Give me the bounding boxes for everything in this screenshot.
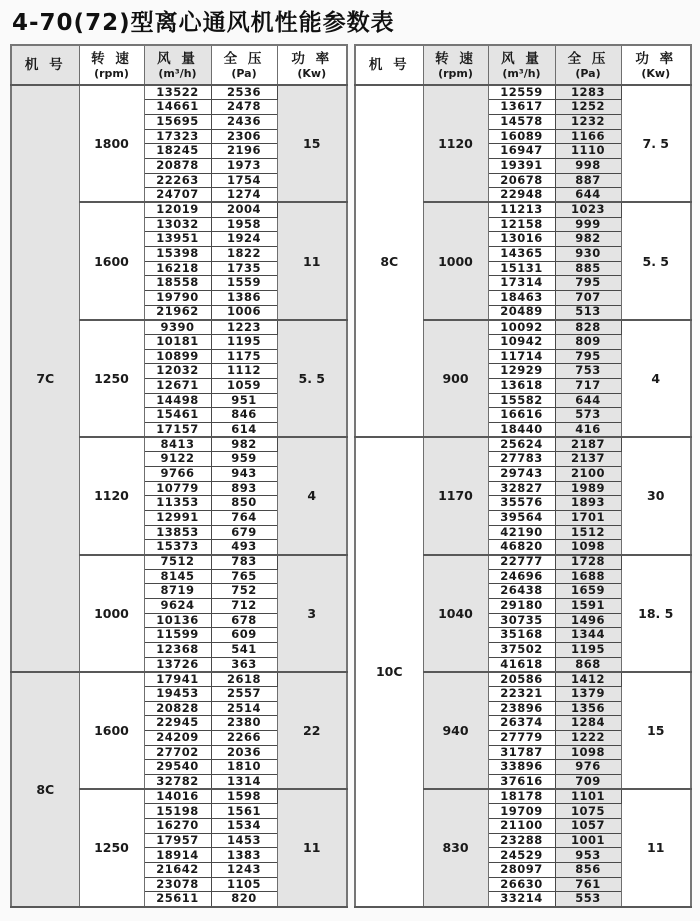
pressure-cell: 2478 [211,100,277,115]
pressure-cell: 1924 [211,232,277,247]
pressure-cell: 1284 [555,716,621,731]
pressure-cell: 1195 [555,643,621,658]
airflow-cell: 20489 [488,305,555,320]
airflow-cell: 11714 [488,349,555,364]
airflow-cell: 24209 [144,731,211,746]
pressure-cell: 795 [555,349,621,364]
pressure-cell: 1243 [211,863,277,878]
rpm-cell: 1250 [79,789,144,906]
pressure-cell: 856 [555,863,621,878]
pressure-cell: 893 [211,481,277,496]
airflow-cell: 8145 [144,569,211,584]
airflow-cell: 19709 [488,804,555,819]
pressure-cell: 951 [211,393,277,408]
pressure-cell: 1754 [211,173,277,188]
airflow-cell: 13853 [144,525,211,540]
airflow-cell: 27779 [488,731,555,746]
pressure-cell: 998 [555,158,621,173]
airflow-cell: 15695 [144,114,211,129]
pressure-cell: 1412 [555,672,621,687]
airflow-cell: 12991 [144,510,211,525]
airflow-cell: 13951 [144,232,211,247]
airflow-cell: 33214 [488,892,555,907]
header-model [355,45,423,85]
airflow-cell: 23288 [488,833,555,848]
power-cell: 11 [277,202,347,319]
pressure-cell: 644 [555,188,621,203]
airflow-cell: 22777 [488,555,555,570]
pressure-cell: 1314 [211,775,277,790]
airflow-cell: 29743 [488,466,555,481]
power-cell: 22 [277,672,347,789]
airflow-cell: 22948 [488,188,555,203]
model-cell: 7C [11,85,79,672]
pressure-cell: 1659 [555,584,621,599]
pressure-cell: 850 [211,496,277,511]
pressure-cell: 1379 [555,687,621,702]
airflow-cell: 12032 [144,364,211,379]
airflow-cell: 17323 [144,129,211,144]
pressure-cell: 930 [555,246,621,261]
power-cell: 5. 5 [621,202,691,319]
pressure-cell: 820 [211,892,277,907]
airflow-cell: 18178 [488,789,555,804]
pressure-cell: 1232 [555,114,621,129]
airflow-cell: 9390 [144,320,211,335]
pressure-cell: 1283 [555,85,621,100]
airflow-cell: 24696 [488,569,555,584]
airflow-cell: 27783 [488,452,555,467]
model-cell: 8C [11,672,79,907]
pressure-cell: 493 [211,540,277,555]
pressure-cell: 1059 [211,378,277,393]
airflow-cell: 35576 [488,496,555,511]
rpm-cell: 1600 [79,672,144,789]
pressure-cell: 644 [555,393,621,408]
pressure-cell: 1223 [211,320,277,335]
pressure-cell: 1810 [211,760,277,775]
airflow-cell: 14016 [144,789,211,804]
airflow-cell: 17941 [144,672,211,687]
pressure-cell: 2196 [211,144,277,159]
header-pressure [555,45,621,85]
airflow-cell: 18558 [144,276,211,291]
pressure-cell: 1175 [211,349,277,364]
airflow-cell: 15461 [144,408,211,423]
header-model-label: 机 号 [24,56,66,73]
pressure-cell: 1101 [555,789,621,804]
pressure-cell: 1006 [211,305,277,320]
pressure-cell: 1386 [211,290,277,305]
airflow-cell: 10779 [144,481,211,496]
airflow-cell: 12368 [144,643,211,658]
pressure-cell: 1166 [555,129,621,144]
pressure-cell: 416 [555,422,621,437]
power-cell: 3 [277,555,347,672]
header-pressure-label: 全 压 [223,51,265,68]
power-cell: 15 [621,672,691,789]
airflow-cell: 39564 [488,510,555,525]
pressure-cell: 2100 [555,466,621,481]
header-rpm [423,45,488,85]
pressure-cell: 1591 [555,599,621,614]
airflow-cell: 29180 [488,599,555,614]
header-airflow-unit: (m³/h) [158,66,197,80]
header-airflow [488,45,555,85]
header-rpm-label: 转 速 [435,51,476,68]
page-title: 4-70(72)型离心通风机性能参数表 [12,10,395,36]
airflow-cell: 23078 [144,877,211,892]
pressure-cell: 1098 [555,540,621,555]
airflow-cell: 22321 [488,687,555,702]
pressure-cell: 1252 [555,100,621,115]
power-cell: 4 [277,437,347,554]
pressure-cell: 982 [211,437,277,452]
pressure-cell: 2380 [211,716,277,731]
airflow-cell: 22263 [144,173,211,188]
header-airflow-label: 风 量 [157,51,198,68]
performance-table-left [10,44,348,908]
airflow-cell: 16218 [144,261,211,276]
airflow-cell: 10136 [144,613,211,628]
airflow-cell: 13618 [488,378,555,393]
pressure-cell: 363 [211,657,277,672]
pressure-cell: 887 [555,173,621,188]
airflow-cell: 31787 [488,745,555,760]
pressure-cell: 1098 [555,745,621,760]
pressure-cell: 712 [211,599,277,614]
pressure-cell: 1356 [555,701,621,716]
pressure-cell: 1057 [555,819,621,834]
pressure-cell: 2436 [211,114,277,129]
airflow-cell: 26438 [488,584,555,599]
header-power-label: 功 率 [291,51,333,68]
pressure-cell: 1274 [211,188,277,203]
rpm-cell: 900 [423,320,488,437]
airflow-cell: 19453 [144,687,211,702]
pressure-cell: 1822 [211,246,277,261]
airflow-cell: 30735 [488,613,555,628]
pressure-cell: 609 [211,628,277,643]
rpm-cell: 830 [423,789,488,906]
power-cell: 30 [621,437,691,554]
rpm-cell: 1000 [423,202,488,319]
airflow-cell: 24707 [144,188,211,203]
header-power-label: 功 率 [635,51,677,68]
airflow-cell: 37616 [488,775,555,790]
pressure-cell: 976 [555,760,621,775]
airflow-cell: 15131 [488,261,555,276]
pressure-cell: 2266 [211,731,277,746]
airflow-cell: 21100 [488,819,555,834]
airflow-cell: 13522 [144,85,211,100]
pressure-cell: 1453 [211,833,277,848]
pressure-cell: 953 [555,848,621,863]
airflow-cell: 10092 [488,320,555,335]
airflow-cell: 21642 [144,863,211,878]
airflow-cell: 15198 [144,804,211,819]
pressure-cell: 709 [555,775,621,790]
airflow-cell: 26630 [488,877,555,892]
pressure-cell: 2036 [211,745,277,760]
power-cell: 15 [277,85,347,202]
airflow-cell: 19391 [488,158,555,173]
pressure-cell: 1688 [555,569,621,584]
pressure-cell: 1728 [555,555,621,570]
rpm-cell: 1040 [423,555,488,672]
airflow-cell: 12559 [488,85,555,100]
pressure-cell: 1383 [211,848,277,863]
pressure-cell: 707 [555,290,621,305]
airflow-cell: 8413 [144,437,211,452]
pressure-cell: 809 [555,334,621,349]
airflow-cell: 8719 [144,584,211,599]
pressure-cell: 2618 [211,672,277,687]
pressure-cell: 1989 [555,481,621,496]
pressure-cell: 1105 [211,877,277,892]
pressure-cell: 1222 [555,731,621,746]
pressure-cell: 868 [555,657,621,672]
pressure-cell: 553 [555,892,621,907]
header-rpm-unit: (rpm) [94,66,129,80]
airflow-cell: 20586 [488,672,555,687]
pressure-cell: 1075 [555,804,621,819]
airflow-cell: 37502 [488,643,555,658]
airflow-cell: 14365 [488,246,555,261]
pressure-cell: 2514 [211,701,277,716]
airflow-cell: 11213 [488,202,555,217]
header-airflow [144,45,211,85]
header-power [621,45,691,85]
airflow-cell: 32827 [488,481,555,496]
pressure-cell: 2557 [211,687,277,702]
header-pressure-unit: (Pa) [575,66,601,80]
pressure-cell: 795 [555,276,621,291]
power-cell: 5. 5 [277,320,347,437]
pressure-cell: 2004 [211,202,277,217]
model-cell: 10C [355,437,423,907]
pressure-cell: 1701 [555,510,621,525]
header-rpm-unit: (rpm) [438,66,473,80]
airflow-cell: 15398 [144,246,211,261]
pressure-cell: 982 [555,232,621,247]
airflow-cell: 28097 [488,863,555,878]
airflow-cell: 15373 [144,540,211,555]
pressure-cell: 614 [211,422,277,437]
airflow-cell: 42190 [488,525,555,540]
header-power-unit: (Kw) [641,66,671,80]
pressure-cell: 752 [211,584,277,599]
header-rpm-label: 转 速 [91,51,132,68]
airflow-cell: 10181 [144,334,211,349]
airflow-cell: 21962 [144,305,211,320]
rpm-cell: 1250 [79,320,144,437]
pressure-cell: 1195 [211,334,277,349]
header-pressure-unit: (Pa) [231,66,257,80]
header-power-unit: (Kw) [297,66,327,80]
airflow-cell: 9766 [144,466,211,481]
airflow-cell: 23896 [488,701,555,716]
airflow-cell: 14661 [144,100,211,115]
header-power [277,45,347,85]
airflow-cell: 16089 [488,129,555,144]
airflow-cell: 20828 [144,701,211,716]
airflow-cell: 18440 [488,422,555,437]
pressure-cell: 828 [555,320,621,335]
pressure-cell: 1110 [555,144,621,159]
airflow-cell: 18914 [144,848,211,863]
pressure-cell: 885 [555,261,621,276]
airflow-cell: 12671 [144,378,211,393]
airflow-cell: 12929 [488,364,555,379]
airflow-cell: 15582 [488,393,555,408]
header-airflow-label: 风 量 [501,51,542,68]
rpm-cell: 1170 [423,437,488,554]
airflow-cell: 27702 [144,745,211,760]
airflow-cell: 16616 [488,408,555,423]
rpm-cell: 1120 [79,437,144,554]
pressure-cell: 1496 [555,613,621,628]
airflow-cell: 17157 [144,422,211,437]
pressure-cell: 717 [555,378,621,393]
airflow-cell: 9122 [144,452,211,467]
airflow-cell: 24529 [488,848,555,863]
airflow-cell: 9624 [144,599,211,614]
pressure-cell: 513 [555,305,621,320]
airflow-cell: 35168 [488,628,555,643]
airflow-cell: 11353 [144,496,211,511]
performance-table-right [354,44,692,908]
airflow-cell: 33896 [488,760,555,775]
pressure-cell: 999 [555,217,621,232]
airflow-cell: 12158 [488,217,555,232]
power-cell: 7. 5 [621,85,691,202]
pressure-cell: 765 [211,569,277,584]
pressure-cell: 1534 [211,819,277,834]
airflow-cell: 25611 [144,892,211,907]
pressure-cell: 764 [211,510,277,525]
pressure-cell: 2536 [211,85,277,100]
pressure-cell: 943 [211,466,277,481]
rpm-cell: 1800 [79,85,144,202]
pressure-cell: 541 [211,643,277,658]
airflow-cell: 22945 [144,716,211,731]
airflow-cell: 14578 [488,114,555,129]
airflow-cell: 10899 [144,349,211,364]
airflow-cell: 32782 [144,775,211,790]
power-cell: 4 [621,320,691,437]
power-cell: 11 [277,789,347,906]
airflow-cell: 19790 [144,290,211,305]
header-pressure-label: 全 压 [567,51,609,68]
airflow-cell: 11599 [144,628,211,643]
airflow-cell: 41618 [488,657,555,672]
header-rpm [79,45,144,85]
pressure-cell: 678 [211,613,277,628]
header-model [11,45,79,85]
pressure-cell: 573 [555,408,621,423]
airflow-cell: 14498 [144,393,211,408]
header-pressure [211,45,277,85]
pressure-cell: 2306 [211,129,277,144]
pressure-cell: 1958 [211,217,277,232]
pressure-cell: 1598 [211,789,277,804]
airflow-cell: 13016 [488,232,555,247]
pressure-cell: 959 [211,452,277,467]
pressure-cell: 1561 [211,804,277,819]
airflow-cell: 17314 [488,276,555,291]
airflow-cell: 13726 [144,657,211,672]
header-model-label: 机 号 [368,56,410,73]
pressure-cell: 1973 [211,158,277,173]
model-cell: 8C [355,85,423,437]
airflow-cell: 10942 [488,334,555,349]
header-airflow-unit: (m³/h) [502,66,541,80]
pressure-cell: 2187 [555,437,621,452]
rpm-cell: 940 [423,672,488,789]
pressure-cell: 846 [211,408,277,423]
airflow-cell: 16947 [488,144,555,159]
rpm-cell: 1120 [423,85,488,202]
power-cell: 11 [621,789,691,906]
pressure-cell: 1001 [555,833,621,848]
pressure-cell: 1344 [555,628,621,643]
airflow-cell: 18463 [488,290,555,305]
airflow-cell: 17957 [144,833,211,848]
airflow-cell: 20878 [144,158,211,173]
airflow-cell: 16270 [144,819,211,834]
airflow-cell: 13617 [488,100,555,115]
power-cell: 18. 5 [621,555,691,672]
pressure-cell: 2137 [555,452,621,467]
airflow-cell: 25624 [488,437,555,452]
pressure-cell: 1893 [555,496,621,511]
pressure-cell: 753 [555,364,621,379]
rpm-cell: 1600 [79,202,144,319]
pressure-cell: 1735 [211,261,277,276]
rpm-cell: 1000 [79,555,144,672]
pressure-cell: 783 [211,555,277,570]
airflow-cell: 29540 [144,760,211,775]
pressure-cell: 761 [555,877,621,892]
airflow-cell: 7512 [144,555,211,570]
pressure-cell: 1559 [211,276,277,291]
pressure-cell: 1512 [555,525,621,540]
airflow-cell: 18245 [144,144,211,159]
airflow-cell: 26374 [488,716,555,731]
airflow-cell: 13032 [144,217,211,232]
pressure-cell: 679 [211,525,277,540]
airflow-cell: 46820 [488,540,555,555]
airflow-cell: 20678 [488,173,555,188]
pressure-cell: 1112 [211,364,277,379]
pressure-cell: 1023 [555,202,621,217]
airflow-cell: 12019 [144,202,211,217]
